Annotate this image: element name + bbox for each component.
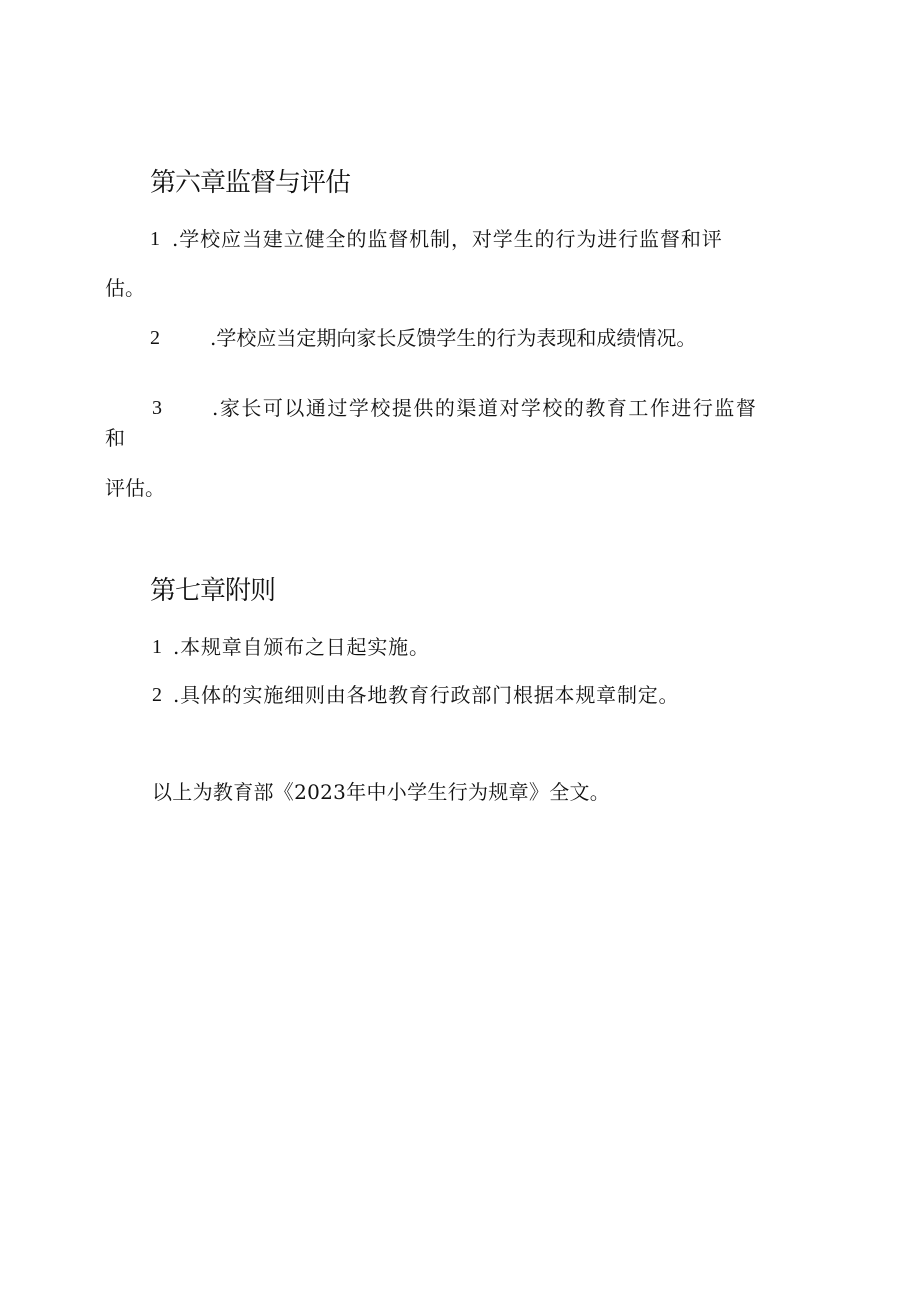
item-text-line: .具体的实施细则由各地教育行政部门根据本规章制定。	[173, 683, 680, 707]
item-text-line: .家长可以通过学校提供的渠道对学校的教育工作进行监督	[212, 396, 758, 420]
item-text-line: .学校应当定期向家长反馈学生的行为表现和成绩情况。	[210, 326, 697, 350]
item-text-line: 评估。	[105, 476, 165, 500]
item-text-line: .学校应当建立健全的监督机制，对学生的行为进行监督和评	[172, 227, 723, 251]
item-text-line: 估。	[105, 276, 145, 300]
chapter-6-title: 第六章监督与评估	[150, 168, 351, 198]
item-number: 3	[152, 397, 162, 419]
item-text-line: .本规章自颁布之日起实施。	[173, 635, 430, 659]
item-number: 2	[152, 684, 162, 706]
item-number: 1	[150, 228, 160, 250]
item-text-line: 和	[105, 426, 125, 450]
closing-statement: 以上为教育部《2023年中小学生行为规章》全文。	[152, 780, 611, 804]
item-number: 1	[152, 636, 162, 658]
chapter-7-title: 第七章附则	[150, 576, 276, 606]
item-number: 2	[150, 327, 160, 349]
